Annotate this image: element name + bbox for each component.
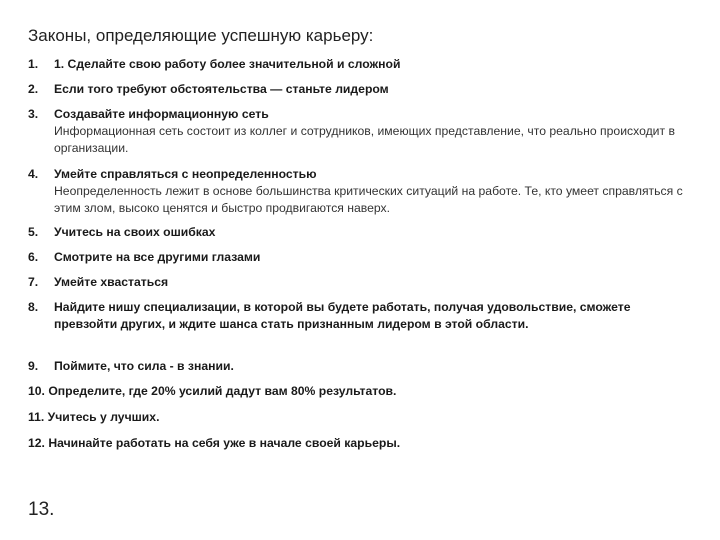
law-number: 4. [28, 167, 39, 181]
law-description: Информационная сеть состоит из коллег и сотрудников, имеющих представление, что реально происходит в организации. [54, 124, 675, 155]
law-item-11 [28, 409, 696, 426]
law-heading: Смотрите на все другими глазами [54, 250, 261, 264]
law-number: 7. [28, 275, 39, 289]
law-number: 5. [28, 225, 39, 239]
law-heading: 1. Сделайте свою работу более значительной и сложной [54, 57, 401, 71]
law-heading: Умейте хвастаться [54, 275, 169, 289]
law-number: 1. [28, 57, 39, 71]
law-item-7 [28, 274, 696, 291]
law-item-1 [28, 56, 696, 73]
law-heading: Если того требуют обстоятельства — станьте лидером [54, 82, 389, 96]
law-description: Неопределенность лежит в основе большинства критических ситуаций на работе. Те, кто умеет справляться с этим злом, высоко ценятся и быстро продвигаются наверх. [54, 184, 683, 215]
law-number: 6. [28, 250, 39, 264]
law-heading: Поймите, что сила - в знании. [54, 359, 234, 373]
law-number: 8. [28, 300, 39, 314]
law-number: 9. [28, 359, 39, 373]
law-number: 2. [28, 82, 39, 96]
law-item-8 [28, 299, 696, 333]
law-heading: Умейте справляться с неопределенностью [54, 167, 317, 181]
law-item-10 [28, 383, 696, 400]
law-heading: Создавайте информационную сеть [54, 107, 269, 121]
law-item-2 [28, 81, 696, 98]
law-item-3 [28, 106, 696, 157]
law-item-4 [28, 166, 696, 217]
law-item-13: 13. [28, 499, 55, 520]
law-heading: Учитесь на своих ошибках [54, 225, 216, 239]
law-heading: Найдите нишу специализации, в которой вы будете работать, получая удовольствие, сможете превзойти других, и ждите шанса стать признанным лидером в этой области. [54, 300, 631, 331]
law-item-9 [28, 358, 696, 375]
law-text: 12. Начинайте работать на себя уже в начале своей карьеры. [28, 436, 401, 450]
law-text: 10. Определите, где 20% усилий дадут вам 80% результатов. [28, 384, 397, 398]
law-number: 3. [28, 107, 39, 121]
page-title: Законы, определяющие успешную карьеру: [28, 26, 374, 45]
law-item-12 [28, 435, 696, 452]
law-item-6 [28, 249, 696, 266]
law-text: 11. Учитесь у лучших. [28, 410, 160, 424]
law-item-5 [28, 224, 696, 241]
